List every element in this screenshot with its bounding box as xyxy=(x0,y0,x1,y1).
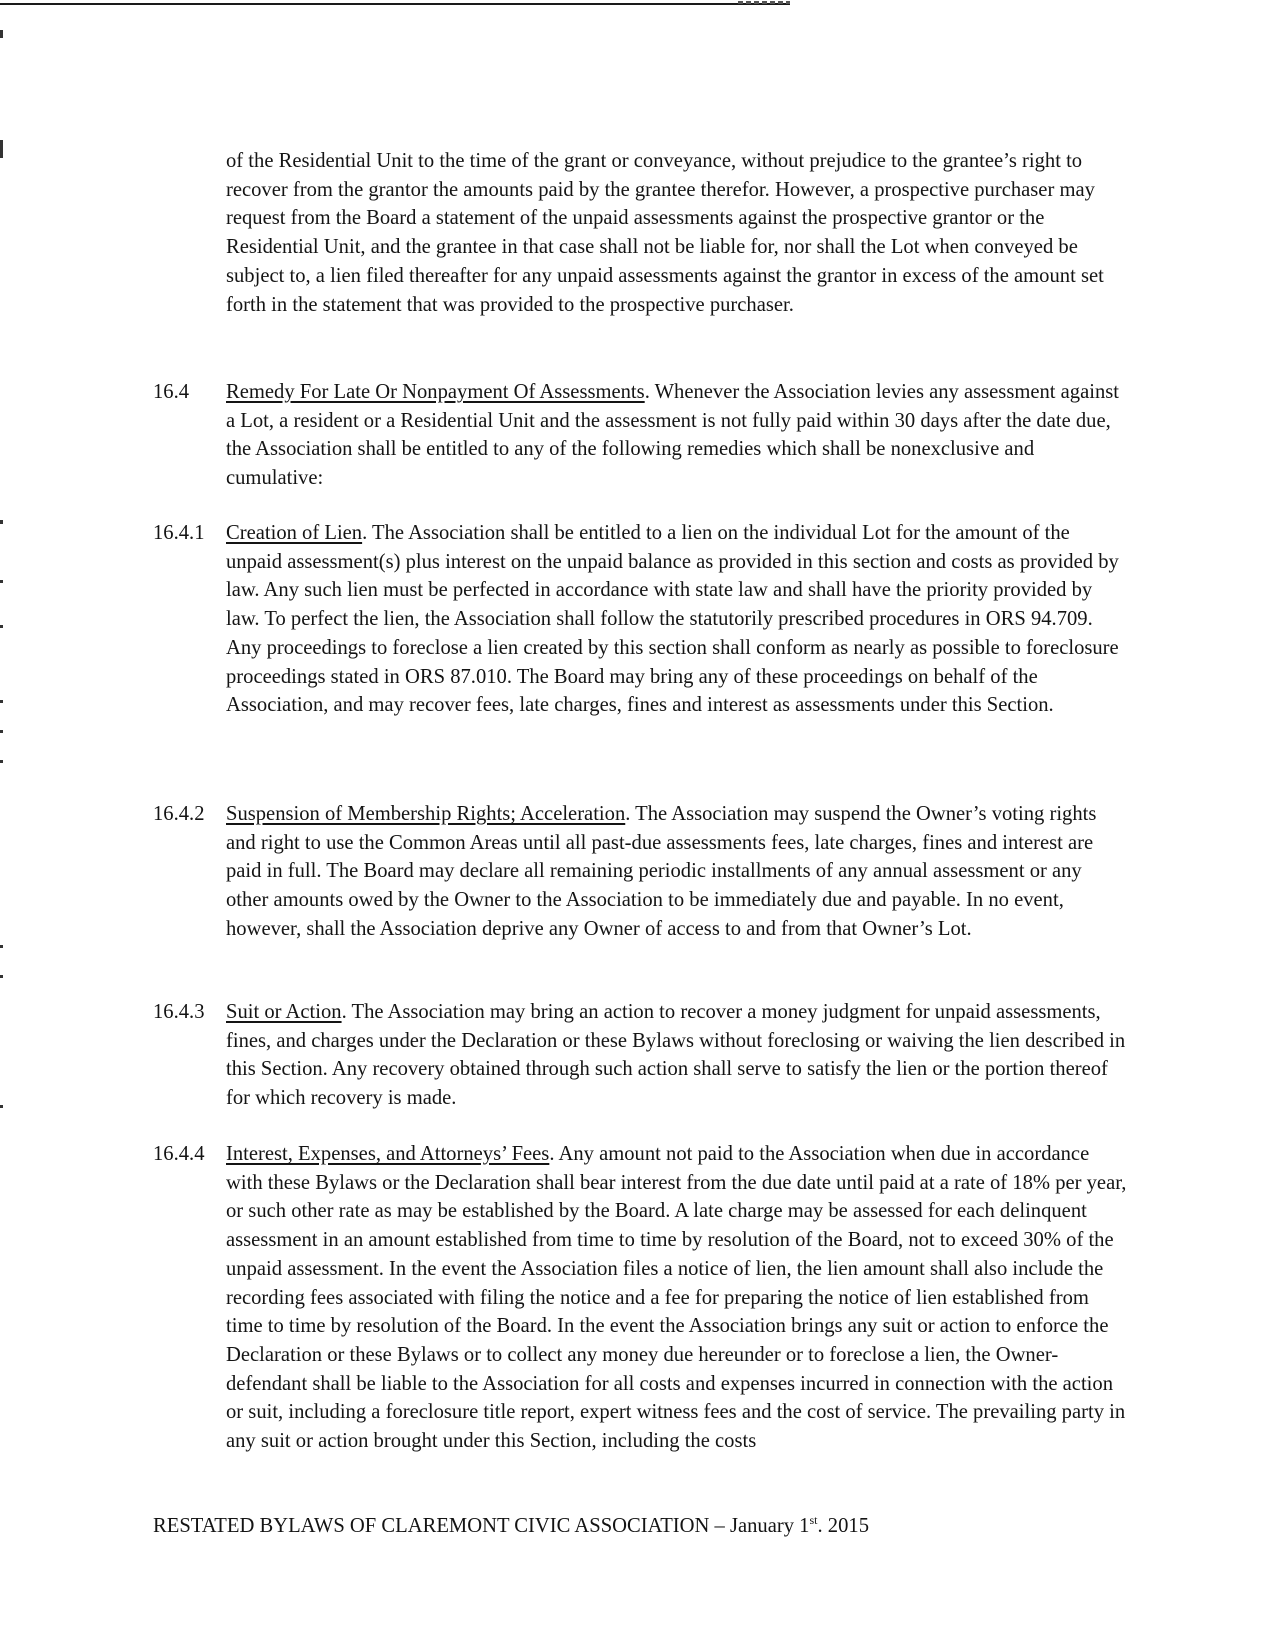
scan-edge-mark xyxy=(0,580,3,583)
section-text: . The Association shall be entitled to a lien on the individual Lot for the amount of the unpaid assessment(s) plus interest on the unpaid balance as provided in this section and costs as provided by law. Any such lien must be perfected in accordance with state law and shall have the priority provided by law. To perfect the lien, the Association shall follow the statutorily prescribed procedures in ORS 94.709. Any proceedings to foreclose a lien created by this section shall conform as nearly as possible to foreclosure proceedings stated in ORS 87.010. The Board may bring any of these proceedings on behalf of the Association, and may recover fees, late charges, fines and interest as assessments under this Section. xyxy=(226,522,1119,717)
continuation-paragraph: of the Residential Unit to the time of the grant or conveyance, without prejudice to the grantee’s right to recover from the grantor the amounts paid by the grantee therefor. However, a prospective purchaser may request from the Board a statement of the unpaid assessments against the prospective grantor or the Residential Unit, and the grantee in that case shall not be liable for, nor shall the Lot when conveyed be subject to, a lien filed thereafter for any unpaid assessments against the grantor in excess of the amount set forth in the statement that was provided to the prospective purchaser. xyxy=(226,150,1104,316)
section-body xyxy=(226,1140,1128,1456)
scan-edge-mark xyxy=(0,1105,3,1108)
section-body xyxy=(226,998,1128,1113)
footer-title: RESTATED BYLAWS OF CLAREMONT CIVIC ASSOCIATION – January 1 xyxy=(153,1515,810,1537)
section-heading: Suit or Action xyxy=(226,1001,342,1023)
footer-superscript: st xyxy=(809,1513,818,1527)
section-16-4-4 xyxy=(153,1140,1128,1456)
scan-top-rule xyxy=(0,3,790,5)
section-16-4-2 xyxy=(153,800,1128,944)
scan-edge-mark xyxy=(0,30,3,38)
section-number: 16.4.1 xyxy=(153,522,205,544)
section-16-4-1 xyxy=(153,519,1128,720)
scan-edge-mark xyxy=(0,700,3,703)
footer-year: . 2015 xyxy=(817,1515,869,1537)
scan-edge-mark xyxy=(0,760,3,763)
scan-edge-mark xyxy=(0,945,3,948)
scan-edge-mark xyxy=(0,625,3,628)
section-text: . The Association may bring an action to recover a money judgment for unpaid assessments, fines, and charges under the Declaration or these Bylaws without foreclosing or waiving the lien described in this Section. Any recovery obtained through such action shall serve to satisfy the lien or the portion thereof for which recovery is made. xyxy=(226,1001,1126,1110)
page-footer xyxy=(153,1512,1103,1540)
section-body xyxy=(226,800,1128,944)
scan-edge-mark xyxy=(0,520,3,524)
section-text: . Any amount not paid to the Association when due in accordance with these Bylaws or the Declaration shall bear interest from the due date until paid at a rate of 18% per year, or such other rate as may be established by the Board. A late charge may be assessed for each delinquent assessment in an amount established from time to time by resolution of the Board, not to exceed 30% of the unpaid assessment. In the event the Association files a notice of lien, the lien amount shall also include the recording fees associated with filing the notice and a fee for preparing the notice of lien established from time to time by resolution of the Board. In the event the Association brings any suit or action to enforce the Declaration or these Bylaws or to collect any money due hereunder or to foreclose a lien, the Owner-defendant shall be liable to the Association for all costs and expenses incurred in connection with the action or suit, including a foreclosure title report, expert witness fees and the cost of service. The prevailing party in any suit or action brought under this Section, including the costs xyxy=(226,1143,1127,1453)
section-number: 16.4.3 xyxy=(153,1001,205,1023)
section-heading: Interest, Expenses, and Attorneys’ Fees xyxy=(226,1143,550,1165)
scan-top-rule-tail xyxy=(738,1,790,4)
section-text: . Whenever the Association levies any assessment against a Lot, a resident or a Residential Unit and the assessment is not fully paid within 30 days after the date due, the Association shall be entitled to any of the following remedies which shall be nonexclusive and cumulative: xyxy=(226,381,1119,490)
section-text: . The Association may suspend the Owner’s voting rights and right to use the Common Areas until all past-due assessments fees, late charges, fines and interest are paid in full. The Board may declare all remaining periodic installments of any annual assessment or any other amounts owed by the Owner to the Association to be immediately due and payable. In no event, however, shall the Association deprive any Owner of access to and from that Owner’s Lot. xyxy=(226,803,1097,940)
section-16-4 xyxy=(153,378,1128,493)
scan-edge-mark xyxy=(0,140,3,158)
section-number: 16.4.2 xyxy=(153,803,205,825)
section-heading: Creation of Lien xyxy=(226,522,363,544)
section-body xyxy=(226,378,1128,493)
section-body xyxy=(226,519,1128,720)
section-16-4-3 xyxy=(153,998,1128,1113)
section-number: 16.4 xyxy=(153,381,190,403)
scan-edge-mark xyxy=(0,975,3,978)
section-heading: Remedy For Late Or Nonpayment Of Assessments xyxy=(226,381,645,403)
section-number: 16.4.4 xyxy=(153,1143,205,1165)
scan-edge-mark xyxy=(0,730,3,733)
section-heading: Suspension of Membership Rights; Acceleration xyxy=(226,803,626,825)
